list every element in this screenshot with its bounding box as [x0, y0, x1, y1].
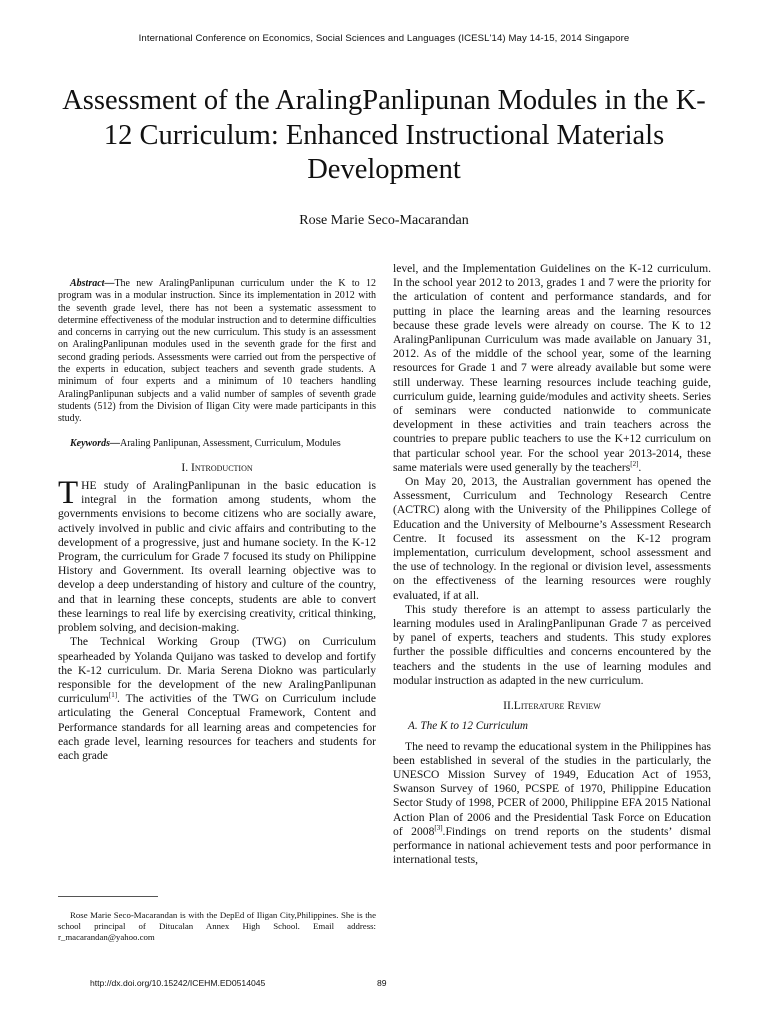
author-name: Rose Marie Seco-Macarandan [299, 213, 469, 228]
keywords-text: Araling Panlipunan, Assessment, Curriculum, Modules [120, 437, 341, 449]
footnote-divider [58, 896, 158, 897]
section-numeral: II. [503, 699, 514, 713]
body-paragraph-2: On May 20, 2013, the Australian government has opened the Assessment, Curriculum and Technology Research Centre (ACTRC) along with the University of the Philippines College of Education and the University of Melbourne’s Assessment Research Centre. It focused its assessment on the K-12 program implementation, curriculum development, school assessment and the use of technology. In the regional or division level, assessments on the effectiveness of the learning resources were roughly evaluated, if at all. [393, 475, 711, 602]
section-numeral: I. [181, 460, 192, 474]
citation-ref: [1] [108, 691, 118, 700]
subsection-heading: A. The K to 12 Curriculum [408, 720, 528, 733]
intro-paragraph-1 [58, 475, 376, 635]
abstract-text: The new AralingPanlipunan curriculum under the K to 12 program was in a modular instruction. Since its implementation in 2012 with the seventh grade level, there has not been a systematic assessment to determine effectiveness of the modular instruction and to determine difficulties and concerns in carrying out the new curriculum. This study is an assessment on AralingPanlipunan modules used in the seventh grade for the first and second grading periods. Assessments were carried out from the perspective of the experts in education, subject teachers and seventh grade students. A minimum of four experts and a minimum of 10 teachers handling AralingPanlipunan subjects and a valid number of samples of seventh grade students (512) from the Division of Iligan City were made participants in this study. [58, 278, 376, 425]
keywords [58, 438, 376, 450]
section-heading-introduction [58, 461, 376, 475]
author-footnote: Rose Marie Seco-Macarandan is with the DepEd of Iligan City,Philippines. She is the school principal of Ditucalan Annex High School. Email address: r_macarandan@yahoo.com [58, 910, 376, 942]
doi-link[interactable]: http://dx.doi.org/10.15242/ICEHM.ED0514045 [90, 978, 266, 988]
left-column [58, 262, 376, 763]
right-column [393, 262, 711, 867]
running-header: International Conference on Economics, Social Sciences and Languages (ICESL'14) May 14-15, 2014 Singapore [138, 33, 630, 44]
intro-text-2a: The Technical Working Group (TWG) on Curriculum spearheaded by Yolanda Quijano was tasked to develop and fortify the K-12 curriculum. Dr. Maria Serena Diokno was particularly responsible for the development of the new AralingPanlipunan curriculum [58, 635, 376, 706]
intro-paragraph-2 [58, 635, 376, 763]
keywords-label: Keywords— [70, 437, 120, 449]
body-text-4a: The need to revamp the educational system in the Philippines has been established in several of the studies in the particularly, the UNESCO Mission Survey of 1949, Education Act of 1953, Swanson Survey of 1960, PCSPE of 1970, Philippine Education Sector Study of 1998, PCER of 2000, Philippine EFA 2015 National Action Plan of 2006 and the Presidential Task Force on Education of 2008 [393, 739, 711, 838]
page-number: 89 [377, 978, 387, 988]
section-heading-literature-review [393, 699, 711, 713]
paper-title: Assessment of the AralingPanlipunan Modules in the K-12 Curriculum: Enhanced Instructional Materials Development [62, 85, 706, 185]
citation-ref: [2] [630, 459, 639, 468]
drop-cap: T [58, 475, 79, 512]
intro-text-2b: . The activities of the TWG on Curriculum include articulating the General Conceptual Framework, Content and Performance standards for all learning areas and competencies for each grade level, learning resources for teachers and students for each grade [58, 692, 376, 762]
citation-ref: [3] [434, 823, 443, 832]
abstract [58, 278, 376, 426]
body-text-1b: . [638, 460, 642, 474]
body-paragraph-4 [393, 740, 711, 868]
intro-text-1: HE study of AralingPanlipunan in the basic education is integral in the formation among students, whom the governments envisions to become citizens who are socially aware, actively involved in public and civic affairs and contributing to the development of a progressive, just and humane society. In the K-12 Program, the curriculum for Grade 7 focused its study on Philippine History and Government. Its overall learning objective was to develop a deep understanding of history and culture of the country, and that in learning these concepts, students are able to convert these learnings to real life by exercising creativity, critical thinking, problem solving, and decision-making. [58, 479, 376, 635]
body-paragraph-1 [393, 262, 711, 475]
body-paragraph-3: This study therefore is an attempt to assess particularly the learning modules used in AralingPanlipunan Grade 7 as perceived by panel of experts, teachers and students. This study explores further the possible difficulties and concerns encountered by the teachers and the students in the use of learning modules and modular instruction as adapted in the new curriculum. [393, 602, 711, 687]
abstract-label: Abstract— [70, 278, 115, 289]
body-text-1a: level, and the Implementation Guidelines on the K-12 curriculum. In the school year 2012 to 2013, grades 1 and 7 were the priority for the articulation of content and performance standards, and for putting in place the learning areas and the learning resources because these grade levels were already on course. The K to 12 AralingPanlipunan Curriculum was made available on January 31, 2012. As of the middle of the school year, some of the learning resources for Grade 1 and 7 were already available but some were still underway. These learning resources include teaching guide, curriculum guide, learning guide/modules and activity sheets. Series of seminars were conducted nationwide to communicate development in these activities and train teachers across the countries to prepare public teachers to use the K+12 curriculum on that particular school year. For the school year 2013-2014, these same materials were used generally by the teachers [393, 262, 711, 474]
section-title: Literature Review [513, 699, 601, 713]
body-text-4b: .Findings on trend reports on the students’ dismal performance in national achievement tests and poor performance in international tests, [393, 824, 711, 867]
section-title: Introduction [191, 460, 253, 474]
